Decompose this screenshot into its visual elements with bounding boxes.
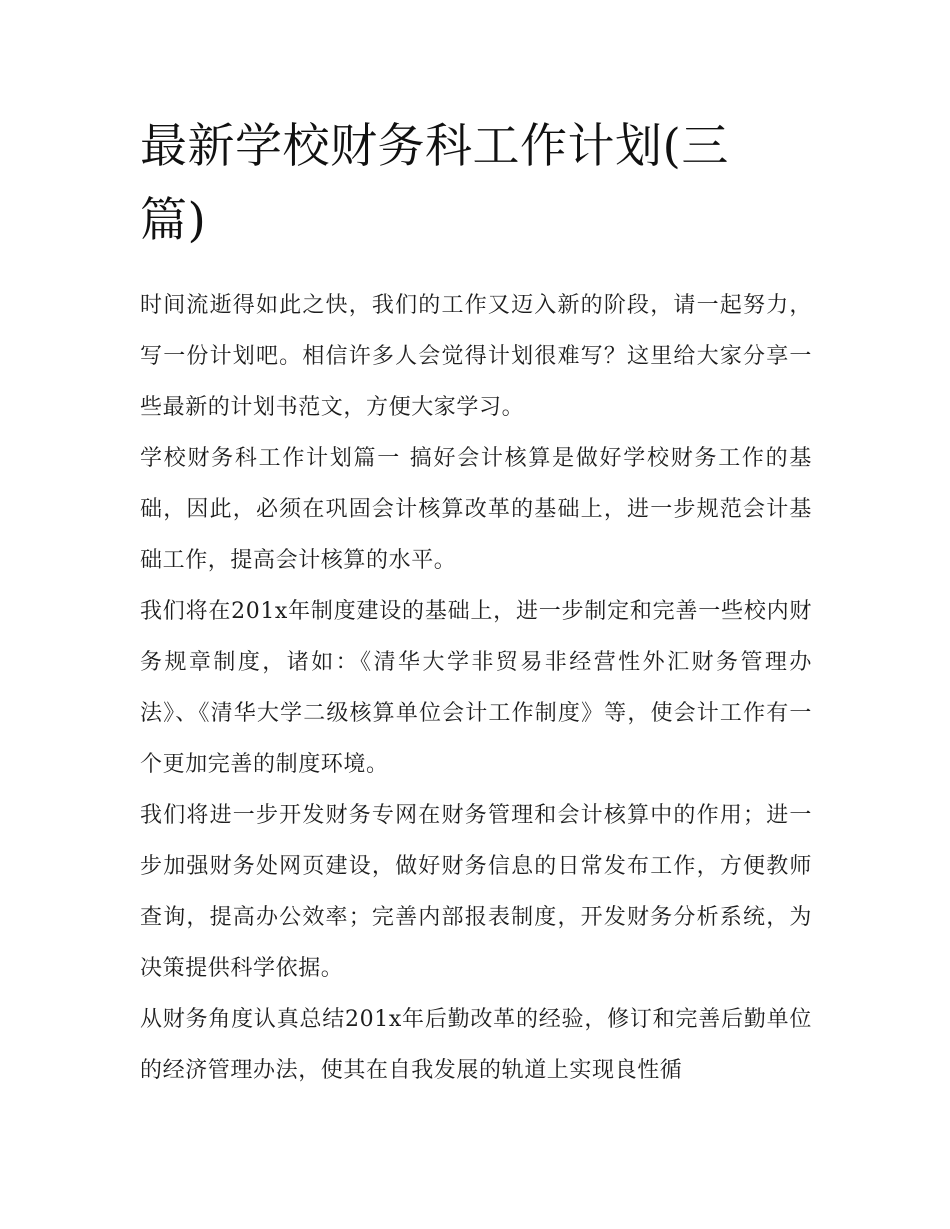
paragraph-plan-one: 学校财务科工作计划篇一 搞好会计核算是做好学校财务工作的基础，因此，必须在巩固会计核算改革的基础上，进一步规范会计基础工作，提高会计核算的水平。 — [140, 446, 812, 573]
paragraph-intro: 时间流逝得如此之快，我们的工作又迈入新的阶段，请一起努力，写一份计划吧。相信许多人会觉得计划很难写？这里给大家分享一些最新的计划书范文，方便大家学习。 — [140, 293, 812, 420]
paragraph-network: 我们将进一步开发财务专网在财务管理和会计核算中的作用；进一步加强财务处网页建设，做好财务信息的日常发布工作，方便教师查询，提高办公效率；完善内部报表制度，开发财务分析系统，为决策提供科学依据。 — [140, 803, 812, 981]
document-title: 最新学校财务科工作计划(三篇) — [140, 119, 729, 248]
document-content — [140, 110, 812, 1096]
paragraph-logistics: 从财务角度认真总结201x年后勤改革的经验，修订和完善后勤单位的经济管理办法，使其在自我发展的轨道上实现良性循 — [140, 1007, 812, 1083]
document-body — [140, 280, 812, 1096]
paragraph-regulations: 我们将在201x年制度建设的基础上，进一步制定和完善一些校内财务规章制度，诸如：《清华大学非贸易非经营性外汇财务管理办法》、《清华大学二级核算单位会计工作制度》等，使会计工作有一个更加完善的制度环境。 — [140, 599, 812, 777]
